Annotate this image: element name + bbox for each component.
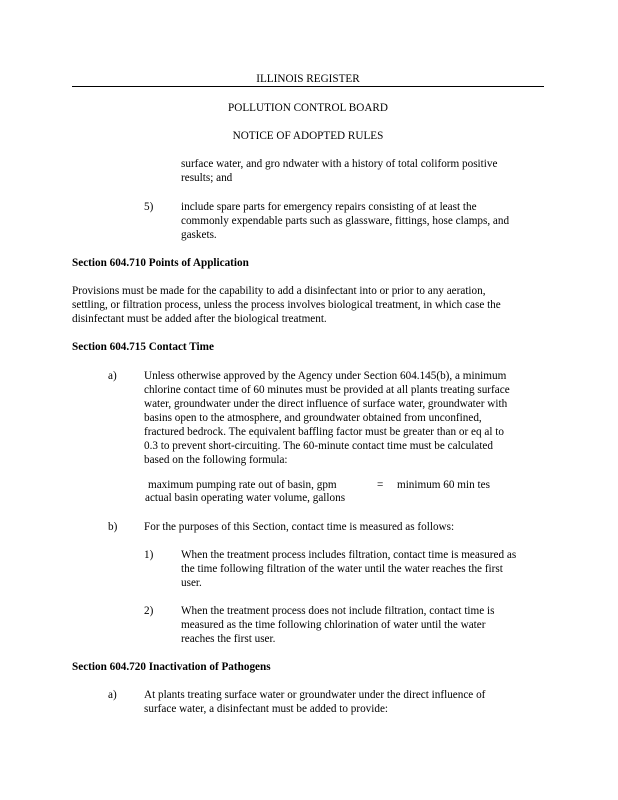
section-715-a-line-3: water, groundwater under the direct influence of surface water, groundwater with: [144, 398, 508, 410]
section-715-b-1-number: 1): [144, 549, 154, 561]
section-715-b-2-number: 2): [144, 605, 154, 617]
notice-title: NOTICE OF ADOPTED RULES: [232, 130, 384, 142]
continued-line-1: surface water, and gro ndwater with a history of total coliform positive: [181, 158, 498, 170]
item-5-line-3: gaskets.: [181, 229, 217, 241]
item-5-line-1: include spare parts for emergency repairs consisting of at least the: [181, 201, 477, 213]
header-rule: [72, 86, 544, 87]
section-715-b-2-line-1: When the treatment process does not include filtration, contact time is: [181, 605, 495, 617]
section-715-b-1-line-1: When the treatment process includes filtration, contact time is measured as: [181, 549, 517, 561]
section-715-a-line-5: fractured bedrock. The equivalent baffling factor must be greater than or eq al to: [144, 426, 504, 438]
section-720-a-label: a): [108, 689, 117, 701]
section-715-b-2-line-3: reaches the first user.: [181, 633, 276, 645]
formula-equals: =: [377, 479, 384, 491]
formula-denominator: actual basin operating water volume, gallons: [145, 492, 346, 504]
section-715-a-line-6: 0.3 to prevent short-circuiting. The 60-minute contact time must be calculated: [144, 440, 493, 452]
section-720-title: Section 604.720 Inactivation of Pathogens: [72, 661, 271, 673]
section-715-b-label: b): [108, 521, 118, 533]
formula-numerator: maximum pumping rate out of basin, gpm: [148, 479, 337, 491]
section-715-a-line-2: chlorine contact time of 60 minutes must be provided at all plants treating surface: [144, 384, 510, 396]
section-720-a-line-1: At plants treating surface water or groundwater under the direct influence of: [144, 689, 486, 701]
section-715-a-line-1: Unless otherwise approved by the Agency under Section 604.145(b), a minimum: [144, 370, 507, 382]
section-715-b-1-line-3: user.: [181, 577, 202, 589]
section-710-line-1: Provisions must be made for the capability to add a disinfectant into or prior to any aeration,: [72, 285, 486, 297]
section-710-line-2: settling, or filtration process, unless the process involves biological treatment, in which case the: [72, 299, 501, 311]
section-715-b-2-line-2: measured as the time following chlorination of water until the water: [181, 619, 486, 631]
section-720-a-line-2: surface water, a disinfectant must be added to provide:: [144, 703, 389, 715]
section-715-a-line-7: based on the following formula:: [144, 454, 288, 466]
item-5-number: 5): [144, 201, 154, 213]
item-5-line-2: commonly expendable parts such as glassware, fittings, hose clamps, and: [181, 215, 510, 227]
section-715-b-text: For the purposes of this Section, contact time is measured as follows:: [144, 521, 455, 533]
section-715-a-label: a): [108, 370, 117, 382]
continued-line-2: results; and: [181, 172, 233, 184]
register-title: ILLINOIS REGISTER: [256, 73, 360, 85]
formula-result: minimum 60 min tes: [397, 479, 490, 491]
agency-name: POLLUTION CONTROL BOARD: [228, 102, 388, 114]
section-710-title: Section 604.710 Points of Application: [72, 257, 249, 269]
section-710-line-3: disinfectant must be added after the biological treatment.: [72, 313, 327, 325]
section-715-a-line-4: basins open to the atmosphere, and groundwater obtained from unconfined,: [144, 412, 482, 424]
section-715-b-1-line-2: the time following filtration of the water until the water reaches the first: [181, 563, 503, 575]
section-715-title: Section 604.715 Contact Time: [72, 341, 214, 353]
